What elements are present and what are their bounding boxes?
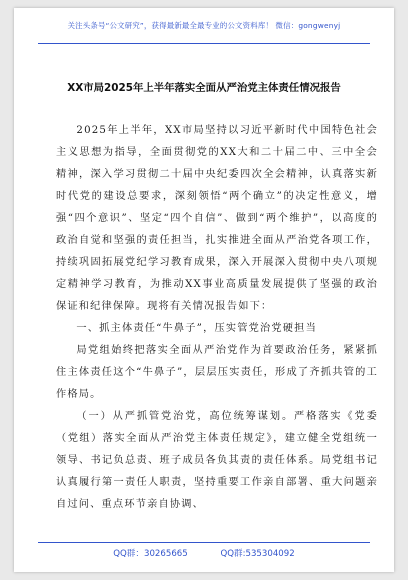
paragraph-subsection-1: （一）从严抓管党治党，高位统筹谋划。严格落实《党委（党组）落实全面从严治党主体责任规定》，建立健全党组统一领导、书记负总责、班子成员各负其责的责任体系。局党组书记认真履行第一责任人职责，坚持重要工作亲自部署、重大问题亲自过问、重点环节亲自协调、 — [56, 411, 378, 510]
document-body — [56, 120, 378, 516]
qq-group-2: QQ群:535304092 — [220, 549, 295, 559]
paragraph-intro: 2025年上半年，XX市局坚持以习近平新时代中国特色社会主义思想为指导，全面贯彻党的XX大和二十届二中、三中全会精神，深入学习贯彻二十届中央纪委四次全会精神，认真落实新时代党的建设总要求，深刻领悟“两个确立”的决定性意义，增强“四个意识”、坚定“四个自信”、做到“两个维护”，以高度的政治自觉和坚强的责任担当，扎实推进全面从严治党各项工作，持续巩固拓展党纪学习教育成果，深入开展深入贯彻中央八项规定精神学习教育，为推动XX事业高质量发展提供了坚强的政治保证和纪律保障。现将有关情况报告如下： — [56, 125, 378, 312]
paragraph-section-1: 局党组始终把落实全面从严治党作为首要政治任务，紧紧抓住主体责任这个“牛鼻子”，层层压实责任，形成了齐抓共管的工作格局。 — [56, 345, 378, 400]
promo-footer — [14, 547, 394, 559]
section-heading-1: 一、抓主体责任“牛鼻子”，压实管党治党硬担当 — [76, 323, 317, 334]
qq-group-1: QQ群：30265665 — [113, 549, 188, 559]
footer-divider — [38, 542, 370, 543]
promo-header: 关注头条号“公文研究”，获得最新最全最专业的公文资料库！ 微信：gongwenyj — [67, 21, 341, 30]
document-title: XX市局2025年上半年落实全面从严治党主体责任情况报告 — [67, 82, 341, 94]
header-divider — [38, 43, 370, 44]
document-page — [14, 8, 394, 572]
